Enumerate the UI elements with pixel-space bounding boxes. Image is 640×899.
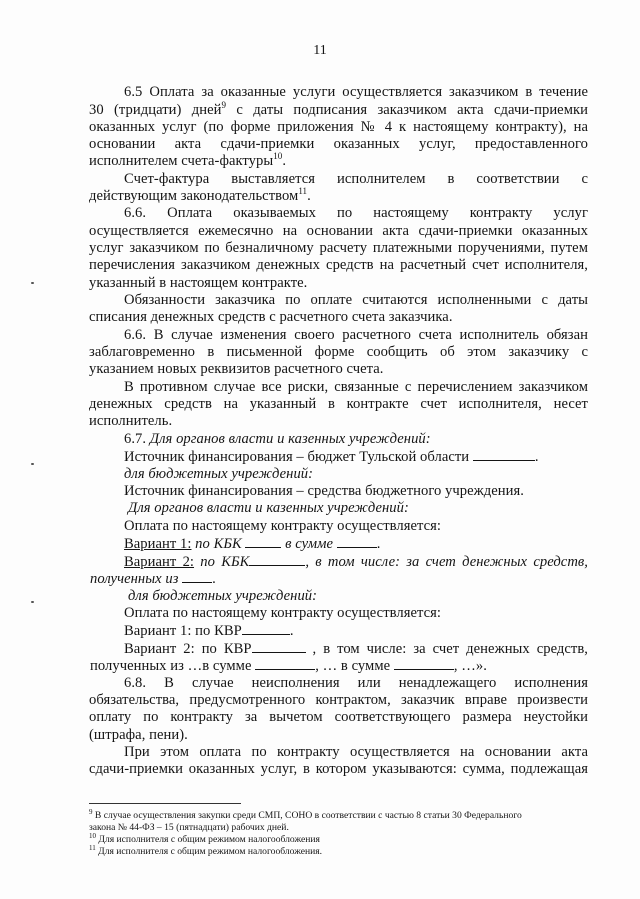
- text-line: оплату по контракту за вычетом соответствующего размера неустойки: [89, 709, 588, 725]
- text-line: указанный в настоящем контракте.: [89, 275, 308, 291]
- text-line: Вариант 2: по КВР , в том числе: за счет денежных средств,: [124, 641, 588, 657]
- footnote-ref: 10: [273, 151, 283, 161]
- footnote-separator: [89, 803, 241, 804]
- text-line: 6.5 Оплата за оказанные услуги осуществляется заказчиком в течение: [124, 84, 588, 100]
- footnote-ref: 9: [221, 100, 227, 110]
- text-line: 6.6. В случае изменения своего расчетного счета исполнитель обязан: [124, 327, 588, 343]
- text-line: В противном случае все риски, связанные с перечислением заказчиком: [124, 379, 588, 395]
- text-line: Для органов власти и казенных учреждений:: [128, 500, 409, 516]
- footnote: закона № 44-ФЗ – 15 (пятнадцати) рабочих дней.: [89, 822, 289, 833]
- footnote: $^{10}$ Для исполнителя с общим режимом налогообложения: [89, 832, 320, 845]
- blank-field: [255, 657, 315, 670]
- text-line: для бюджетных учреждений:: [128, 588, 318, 604]
- scan-dot: [31, 282, 34, 284]
- text-line: Источник финансирования – бюджет Тульской области .: [124, 449, 539, 465]
- blank-field: [337, 535, 377, 548]
- text-line: Обязанности заказчика по оплате считаются исполненными с даты: [124, 292, 588, 308]
- footnote-ref: 11: [298, 186, 308, 196]
- text-line: оказанных услуг (по форме приложения № 4 к настоящему контракту), на: [89, 119, 588, 135]
- text-line: сдачи-приемки оказанных услуг, в котором указываются: сумма, подлежащая: [89, 761, 588, 777]
- text-line: Вариант 2: по КБК , в том числе: за счет денежных средств,: [124, 554, 588, 570]
- text-line: указанием новых реквизитов расчетного счета.: [89, 361, 384, 377]
- text-line: обязательства, предусмотренного контрактом, заказчик вправе произвести: [89, 692, 588, 708]
- text-line: Источник финансирования – средства бюджетного учреждения.: [124, 483, 524, 499]
- text-line: полученных из .: [90, 571, 216, 587]
- text-line: 6.8. В случае неисполнения или ненадлежащего исполнения: [124, 675, 588, 691]
- text-line: услуг заказчиком по безналичному расчету платежными поручениями, путем: [89, 240, 588, 256]
- text-line: основании акта сдачи-приемки оказанных услуг, предоставленного: [89, 136, 588, 152]
- blank-field: [473, 448, 535, 461]
- text-line: исполнитель.: [89, 413, 173, 429]
- text-line: действующим законодательством$^{11}$.: [89, 186, 311, 204]
- text-line: заблаговременно в письменной форме сообщить об этом заказчику с: [89, 344, 588, 360]
- text-line: Оплата по настоящему контракту осуществляется:: [124, 518, 442, 534]
- blank-field: [249, 553, 305, 566]
- text-line: для бюджетных учреждений:: [124, 466, 314, 482]
- text-line: осуществляется ежемесячно на основании акта сдачи-приемки оказанных: [89, 223, 588, 239]
- text-line: (штрафа, пени).: [89, 727, 188, 743]
- text-line: При этом оплата по контракту осуществляется на основании акта: [124, 744, 588, 760]
- blank-field: [394, 657, 454, 670]
- text-line: исполнителем счета-фактуры$^{10}$.: [89, 151, 287, 169]
- footnote: $^{11}$ Для исполнителя с общим режимом налогообложения.: [89, 844, 323, 857]
- text-line: Оплата по настоящему контракту осуществляется:: [124, 605, 442, 621]
- text-line: полученных из …в сумме , … в сумме , …».: [90, 658, 487, 674]
- blank-field: [245, 535, 281, 548]
- scan-dot: [31, 463, 34, 465]
- text-line: Вариант 1: по КБК в сумме .: [124, 536, 381, 552]
- scan-dot: [31, 601, 34, 603]
- text-line: перечисления заказчиком денежных средств на расчетный счет исполнителя,: [89, 257, 588, 273]
- blank-field: [252, 640, 306, 653]
- text-line: списания денежных средств с расчетного счета заказчика.: [89, 309, 453, 325]
- blank-field: [242, 622, 290, 635]
- text-line: 6.7. Для органов власти и казенных учреждений:: [124, 431, 431, 447]
- text-line: Счет-фактура выставляется исполнителем в соответствии с: [124, 171, 588, 187]
- text-line: 30 (тридцати) дней$^9$ с даты подписания заказчиком акта сдачи-приемки: [89, 100, 588, 118]
- footnote: $^9$ В случае осуществления закупки среди СМП, СОНО в соответствии с частью 8 статьи 30 Федерального: [89, 808, 522, 821]
- text-line: денежных средств на указанный в контракте счет исполнителя, несет: [89, 396, 588, 412]
- blank-field: [182, 570, 212, 583]
- page-number: 11: [313, 43, 327, 58]
- text-line: 6.6. Оплата оказываемых по настоящему контракту услуг: [124, 205, 588, 221]
- text-line: Вариант 1: по КВР .: [124, 623, 294, 639]
